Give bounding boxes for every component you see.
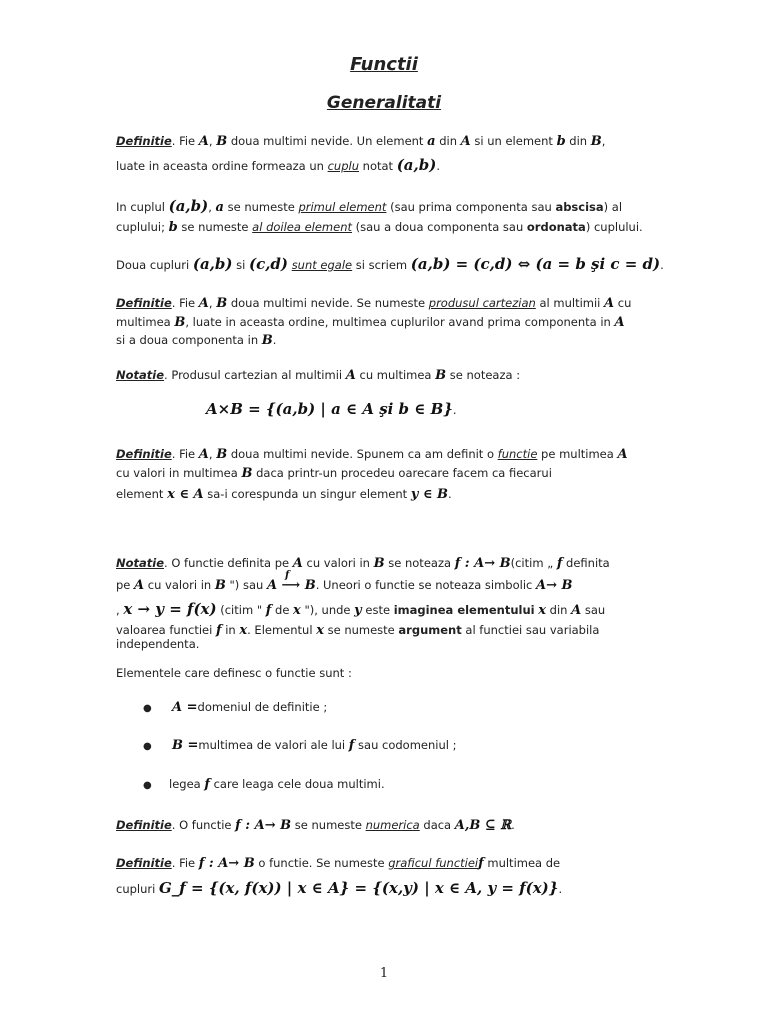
paragraph-2-line-2: cuplului; b se numeste al doilea element (sau a doua componenta sau ordonata) cuplului. xyxy=(116,220,643,235)
notation-label: Notatie xyxy=(116,368,165,382)
page-subtitle: Generalitati xyxy=(326,93,442,113)
definition-3-line-3: element x ∈ A sa-i corespunda un singur element y ∈ B. xyxy=(116,487,452,502)
page-number: 1 xyxy=(379,966,389,981)
cartesian-product-formula: A×B = {(a,b) | a ∈ A şi b ∈ B}. xyxy=(206,400,457,418)
notation-1: Notatie. Produsul cartezian al multimii A cu multimea B se noteaza : xyxy=(116,368,521,383)
list-item: A =domeniul de definitie ; xyxy=(172,700,328,715)
list-item: legea f care leaga cele doua multimi. xyxy=(169,777,385,792)
definition-5-line-1: Definitie. Fie f : A→ B o functie. Se numeste graficul functieif multimea de xyxy=(116,856,561,871)
definition-1-line-1: Definitie. Fie A, B doua multimi nevide. Un element a din A si un element b din B, xyxy=(116,134,606,149)
definition-label: Definitie xyxy=(116,447,172,461)
definition-label: Definitie xyxy=(116,134,172,148)
notation-2-line-3: , x → y = f(x) (citim " f de x "), unde y este imaginea elementului x din A sau xyxy=(116,600,606,618)
definition-label: Definitie xyxy=(116,856,172,870)
page-title: Functii xyxy=(350,54,418,75)
definition-2-line-1: Definitie. Fie A, B doua multimi nevide. Se numeste produsul cartezian al multimii A cu xyxy=(116,296,632,311)
definition-1-line-2: luate in aceasta ordine formeaza un cuplu notat (a,b). xyxy=(116,156,440,174)
definition-2-line-2: multimea B, luate in aceasta ordine, multimea cuplurilor avand prima componenta in A xyxy=(116,315,625,330)
definition-3-line-2: cu valori in multimea B daca printr-un procedeu oarecare facem ca fiecarui xyxy=(116,466,552,481)
notation-2-line-2: pe A cu valori in B ") sau f A ⟶ B. Uneori o functie se noteaza simbolic A→ B xyxy=(116,570,573,593)
bullet-icon: ● xyxy=(143,741,152,752)
list-item: B =multimea de valori ale lui f sau codomeniul ; xyxy=(172,738,457,753)
notation-2-line-5: independenta. xyxy=(116,637,200,651)
bullet-icon: ● xyxy=(143,703,152,714)
definition-4: Definitie. O functie f : A→ B se numeste numerica daca A,B ⊆ ℝ. xyxy=(116,818,515,833)
notation-2-line-4: valoarea functiei f in x. Elementul x se numeste argument al functiei sau variabila xyxy=(116,623,600,638)
definition-5-line-2: cupluri G_f = {(x, f(x)) | x ∈ A} = {(x,y) | x ∈ A, y = f(x)}. xyxy=(116,879,563,897)
notation-label: Notatie xyxy=(116,556,165,570)
definition-label: Definitie xyxy=(116,818,172,832)
definition-3-line-1: Definitie. Fie A, B doua multimi nevide. Spunem ca am definit o functie pe multimea A xyxy=(116,447,628,462)
paragraph-2-line-1: In cuplul (a,b), a se numeste primul element (sau prima componenta sau abscisa) al xyxy=(116,197,623,215)
paragraph-elements: Elementele care definesc o functie sunt : xyxy=(116,666,352,680)
definition-label: Definitie xyxy=(116,296,172,310)
paragraph-3: Doua cupluri (a,b) si (c,d) sunt egale si scriem (a,b) = (c,d) ⇔ (a = b şi c = d). xyxy=(116,255,664,273)
definition-2-line-3: si a doua componenta in B. xyxy=(116,333,277,348)
notation-2-line-1: Notatie. O functie definita pe A cu valori in B se noteaza f : A→ B(citim „ f definita xyxy=(116,556,610,571)
bullet-icon: ● xyxy=(143,780,152,791)
